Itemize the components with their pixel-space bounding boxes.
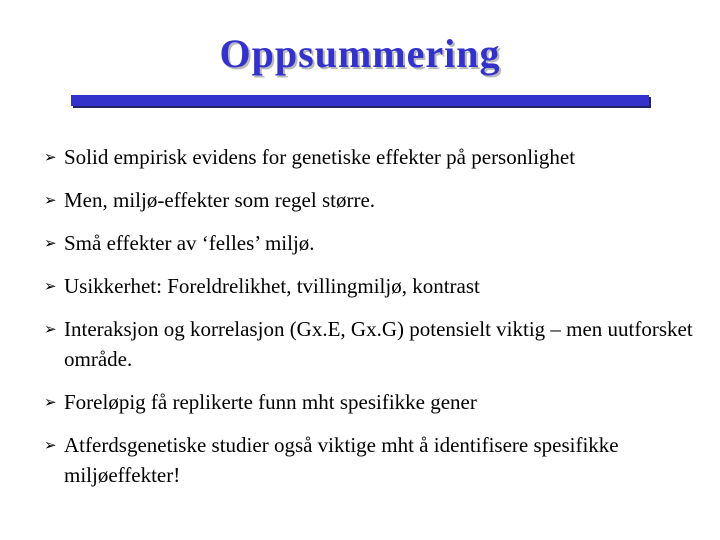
bullet-item bbox=[44, 430, 694, 490]
arrowhead-bullet-icon: ➢ bbox=[44, 277, 57, 295]
bullet-item bbox=[44, 185, 694, 215]
bullet-item bbox=[44, 387, 694, 417]
arrowhead-bullet-icon: ➢ bbox=[44, 393, 57, 411]
slide-title: Oppsummering bbox=[219, 31, 501, 76]
arrowhead-bullet-icon: ➢ bbox=[44, 191, 57, 209]
bullet-list bbox=[44, 142, 694, 503]
title-underline-bar bbox=[71, 95, 649, 106]
bullet-text: Interaksjon og korrelasjon (Gx.E, Gx.G) potensielt viktig – men uutforsket område. bbox=[64, 317, 693, 371]
bullet-item bbox=[44, 314, 694, 374]
bullet-text: Usikkerhet: Foreldrelikhet, tvillingmiljø, kontrast bbox=[64, 274, 480, 298]
bullet-text: Små effekter av ‘felles’ miljø. bbox=[64, 231, 315, 255]
arrowhead-bullet-icon: ➢ bbox=[44, 320, 57, 338]
bullet-item bbox=[44, 271, 694, 301]
bullet-item bbox=[44, 142, 694, 172]
bullet-text: Solid empirisk evidens for genetiske effekter på personlighet bbox=[64, 145, 576, 169]
arrowhead-bullet-icon: ➢ bbox=[44, 436, 57, 454]
arrowhead-bullet-icon: ➢ bbox=[44, 148, 57, 166]
bullet-text: Atferdsgenetiske studier også viktige mht å identifisere spesifikke miljøeffekter! bbox=[64, 433, 619, 487]
bullet-item bbox=[44, 228, 694, 258]
bullet-text: Foreløpig få replikerte funn mht spesifikke gener bbox=[64, 390, 477, 414]
arrowhead-bullet-icon: ➢ bbox=[44, 234, 57, 252]
bullet-text: Men, miljø-effekter som regel større. bbox=[64, 188, 376, 212]
